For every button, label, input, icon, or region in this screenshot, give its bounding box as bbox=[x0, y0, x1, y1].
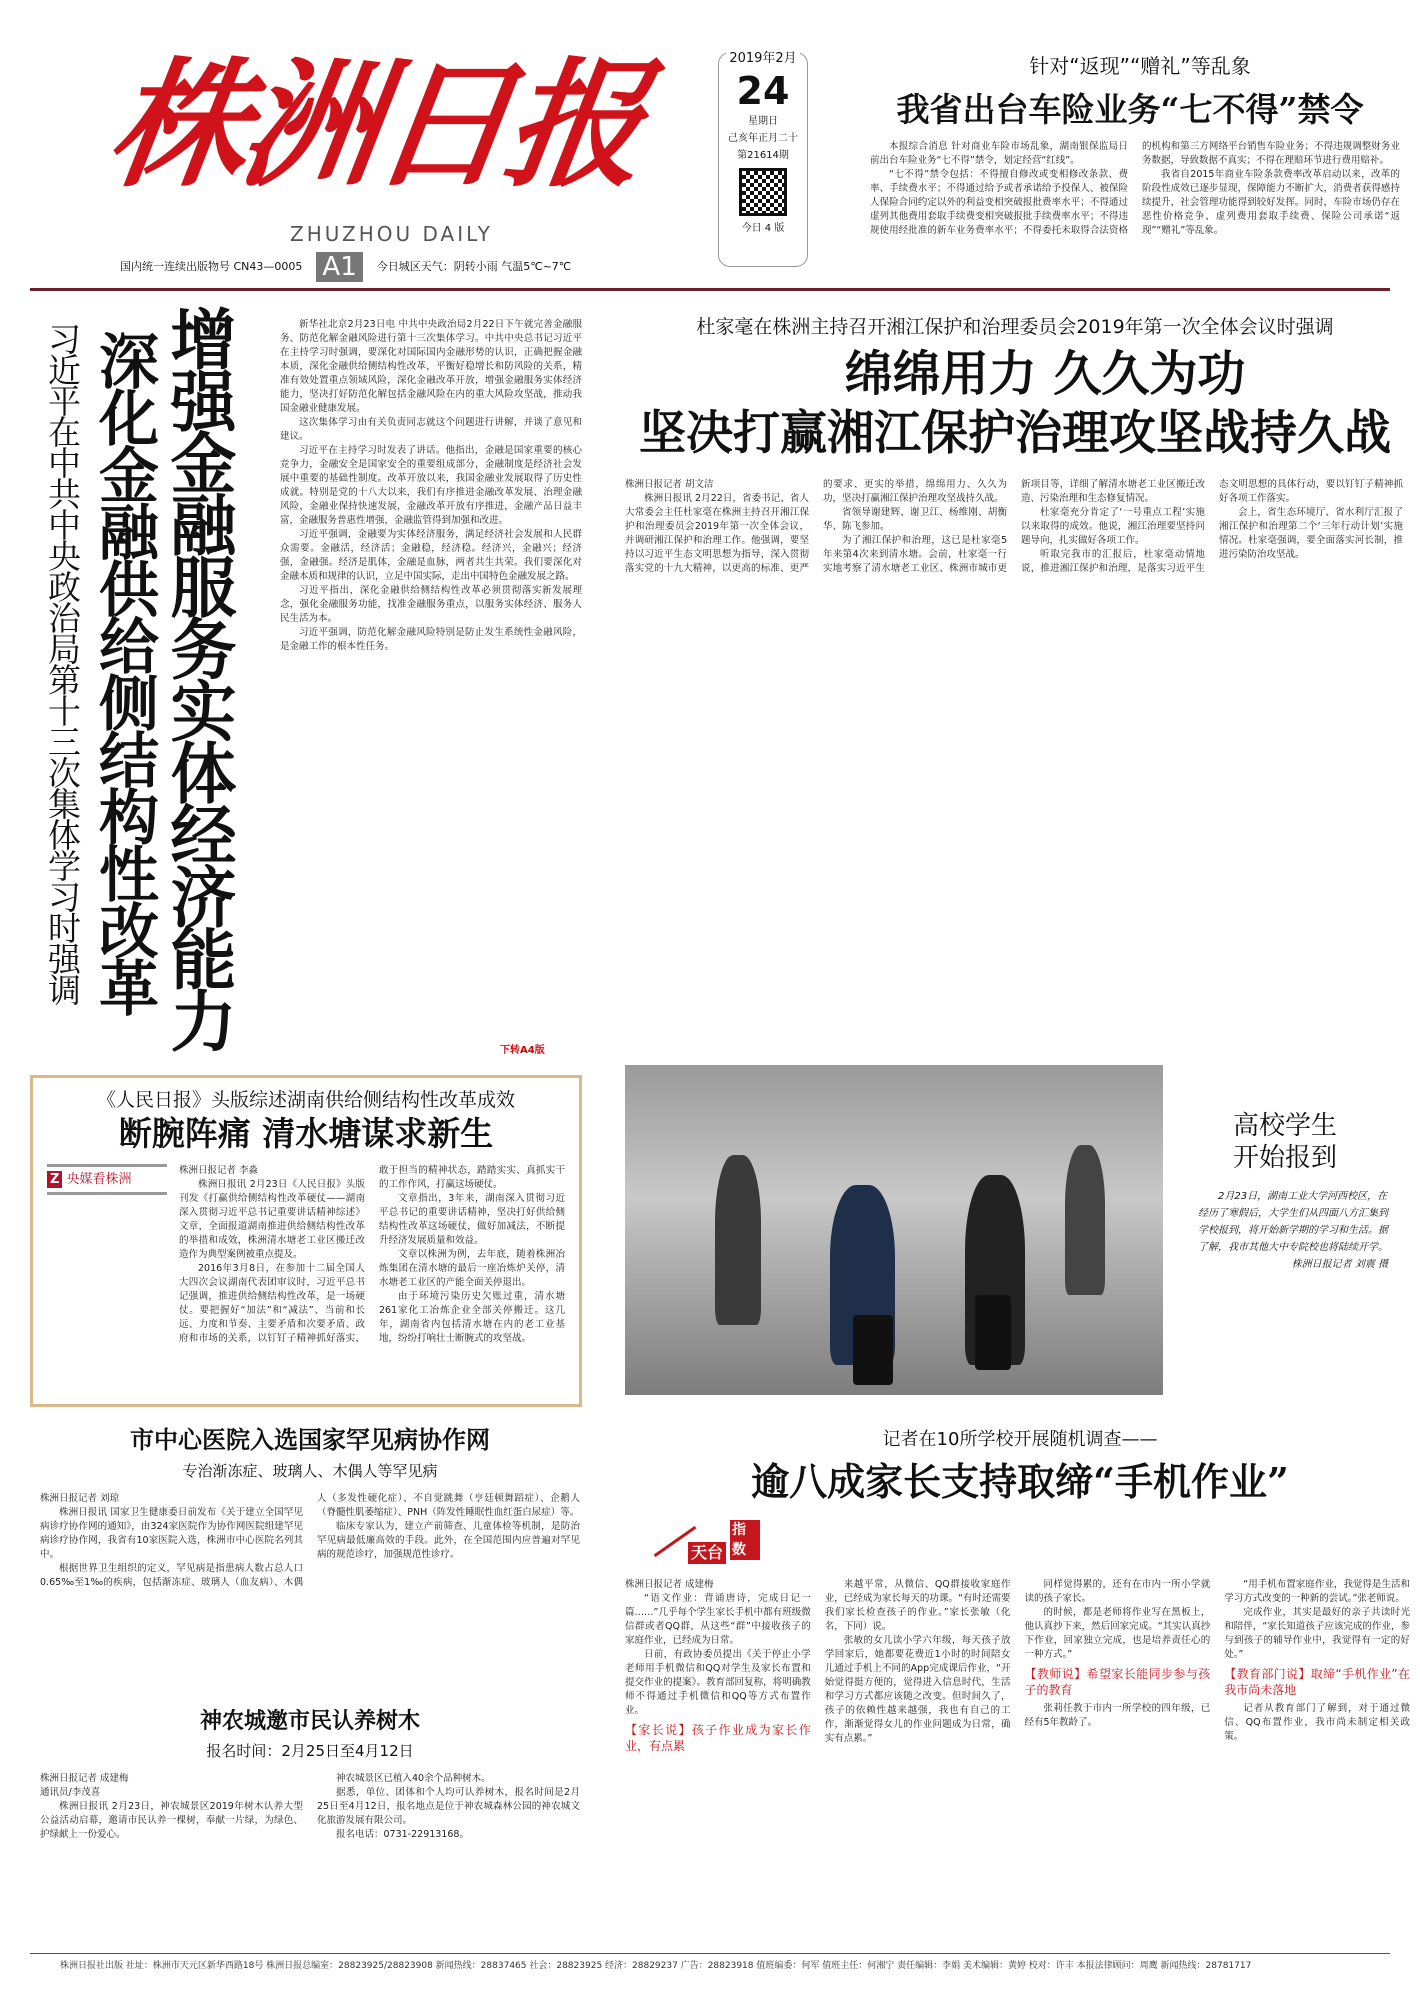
paragraph: 习近平强调，防范化解金融风险特别是防止发生系统性金融风险，是金融工作的根本性任务。 bbox=[280, 627, 582, 652]
z-logo-icon: Z bbox=[47, 1171, 62, 1188]
paragraph: 本报综合消息 针对商业车险市场乱象，湖南银保监局日前出台车险业务“七不得”禁令，划定经营“红线”。 bbox=[870, 141, 1128, 166]
survey-body bbox=[625, 1578, 1410, 1943]
paragraph: 这次集体学习由有关负责同志就这个问题进行讲解，并谈了意见和建议。 bbox=[280, 417, 582, 442]
caption-text: 2月23日，湖南工业大学河西校区，在经历了寒假后，大学生们从四面八方汇集到学校报到，将开始新学期的学习和生活。据了解，我市其他大中专院校也将陆续开学。 bbox=[1198, 1191, 1388, 1253]
lead-headline-2[interactable]: 深化金融供给侧结构性改革 bbox=[89, 330, 159, 1014]
paragraph: “用手机布置家庭作业，我觉得是生活和学习方式改变的一种新的尝试。”张老师说。 bbox=[1224, 1579, 1410, 1604]
date-box bbox=[718, 52, 808, 267]
paragraph: 杜家毫充分肯定了‘一号重点工程’实施以来取得的成效。他说，湘江治理要坚持问题导向，扎实做好各项工作。 bbox=[1021, 507, 1205, 546]
paragraph: 省领导谢建辉、谢卫江、杨维刚、胡衡华、陈飞参加。 bbox=[823, 507, 1007, 532]
byline: 株洲日报记者 胡文洁 bbox=[625, 479, 714, 490]
paragraph: 为了湘江保护和治理，这已是杜家毫5年来第4次来到清水塘。会前，杜家毫一行实地考察了清水塘老工业区、株洲市城市更新项目等，详细了解清水塘老工业区搬迁改造、污染治理和生态修复情况。 bbox=[823, 479, 1205, 574]
top-story-headline-2[interactable]: 坚决打赢湘江保护治理攻坚战持久战 bbox=[639, 406, 1391, 461]
photo-title bbox=[1195, 1110, 1375, 1174]
year-month: 2019年2月 bbox=[726, 51, 799, 67]
photo-caption bbox=[1198, 1188, 1388, 1273]
paragraph: 新华社北京2月23日电 中共中央政治局2月22日下午就完善金融服务、防范化解金融风险进行第十三次集体学习。中共中央总书记习近平在主持学习时强调，要深化对国际国内金融形势的认识，正确把握金融本质，深化金融供给侧结构性改革，平衡好稳增长和防风险的关系，精准有效处置重点领域风险，深化金融改革开放，增强金融服务实体经济能力，坚决打好防范化解包括金融风险在内的重大风险攻坚战，推动我国金融业健康发展。 bbox=[280, 319, 582, 414]
paragraph: 报名电话：0731-22913168。 bbox=[336, 1829, 469, 1840]
box-story bbox=[30, 1075, 582, 1407]
weekday: 星期日 bbox=[748, 116, 778, 127]
top-story-headline-1[interactable]: 绵绵用力 久久为功 bbox=[844, 346, 1246, 402]
paragraph: 完成作业，其实是最好的亲子共读时光和陪伴，“家长知道孩子应该完成的作业，参与到孩子的辅导作业中，我觉得有一定的好处。” bbox=[1224, 1607, 1410, 1660]
paragraph: 株洲日报讯 2月23日，神农城景区2019年树木认养大型公益活动启幕，邀请市民认养一棵树，奉献一片绿，为绿色、护绿献上一份爱心。 bbox=[40, 1801, 303, 1840]
hospital-subheadline: 专治渐冻症、玻璃人、木偶人等罕见病 bbox=[182, 1462, 438, 1480]
photo-title-line-1: 高校学生 bbox=[1232, 1111, 1337, 1141]
byline: 株洲日报记者 李淼 bbox=[179, 1165, 259, 1176]
paragraph: 临床专家认为，建立产前筛查、儿童体检等机制，是防治罕见病最低廉高效的手段。此外，在全国范围内应普遍对罕见病的规范诊疗，加强规范性诊疗。 bbox=[317, 1521, 580, 1560]
paragraph: 听取完我市的汇报后，杜家毫动情地说，推进湘江保护和治理，是落实习近平生态文明思想的具体行动，要以钉钉子精神抓好各项工作落实。 bbox=[1021, 479, 1403, 574]
box-kicker: 《人民日报》头版综述湖南供给侧结构性改革成效 bbox=[96, 1089, 515, 1111]
paragraph: “七不得”禁令包括：不得擅自修改或变相修改条款、费率、手续费水平；不得通过给予或者承诺给予投保人、被保险人保险合同约定以外的利益变相突破报批费率水平；不得通过虚列其他费用套取手续费变相突破报批手续费率水平；不得违规使用经批准的新车业务费率水平；不得委托未取得合法资格的机构和第三方网络平台销售车险业务；不得违规调整财务业务数据，导致数据不真实；不得在理赔环节进行费用赔补。 bbox=[870, 141, 1400, 236]
logo-text-tiantai: 天台 bbox=[688, 1542, 726, 1564]
jump-link[interactable]: 下转A4版 bbox=[500, 1045, 545, 1056]
masthead-divider bbox=[30, 288, 1390, 291]
day-number: 24 bbox=[736, 69, 790, 113]
byline: 株洲日报记者 刘琼 bbox=[40, 1493, 120, 1504]
paragraph: 会上，省生态环境厅、省水利厅汇报了湘江保护和治理第二个‘三年行动计划’实施情况。杜家毫强调，要全面落实河长制，推进污染防治攻坚战。 bbox=[1219, 507, 1403, 560]
paragraph: 2016年3月8日，在参加十二届全国人大四次会议湖南代表团审议时，习近平总书记强调，推进供给侧结构性改革，是一场硬仗。要把握好“加法”和“减法”、当前和长远、力度和节奏、主要矛盾和次要矛盾、政府和市场的关系，以钉钉子精神抓好落实，敢于担当的精神状态，踏踏实实、真抓实干的工作作风，打赢这场硬仗。 bbox=[179, 1165, 565, 1344]
survey-kicker: 记者在10所学校开展随机调查—— bbox=[882, 1429, 1158, 1450]
section-heading: 【教师说】希望家长能同步参与孩子的教育 bbox=[1024, 1667, 1211, 1697]
issue-number: 第21614期 bbox=[737, 150, 789, 161]
top-story-body bbox=[625, 478, 1403, 1056]
footer-divider bbox=[30, 1953, 1390, 1954]
box-body bbox=[179, 1164, 565, 1374]
paragraph: 习近平强调，金融要为实体经济服务，满足经济社会发展和人民群众需要。金融活，经济活；金融稳，经济稳。经济兴，金融兴；经济强，金融强。经济是肌体，金融是血脉，两者共生共荣。我们要深化对金融本质和规律的认识，立足中国实际，走出中国特色金融发展之路。 bbox=[280, 529, 582, 582]
footer-imprint: 株洲日报社出版 社址：株洲市天元区新华西路18号 株洲日报总编室：28823925/28823908 新闻热线：28837465 社会：28823925 经济：28829237 广告：28823918 值班编委：何军 值班主任：何湘宁 责任编辑：李娟 美术编辑：黄婷 校对：许丰 本报法律顾问：周鹰 新闻热线：28781717 bbox=[60, 1961, 1252, 1971]
insurance-headline[interactable]: 我省出台车险业务“七不得”禁令 bbox=[896, 90, 1364, 129]
paragraph: 据悉，单位、团体和个人均可认养树木，报名时间是2月25日至4月12日，报名地点是位于神农城森林公园的神农城文化旅游发展有限公司。 bbox=[317, 1787, 580, 1826]
paragraph: 同样觉得累的，还有在市内一所小学就读的孩子家长。 bbox=[1024, 1579, 1211, 1604]
paragraph: 我省自2015年商业车险条款费率改革启动以来，改革的阶段性成效已逐步显现，保障能力不断扩大，消费者获得感持续提升，社会管理功能得到较好发挥。同时，车险市场仍存在恶性价格竞争、虚列费用套取手续费、保险公司承诺“返现”“赠礼”等乱象。 bbox=[1142, 169, 1400, 236]
edition-badge: A1 bbox=[316, 252, 362, 282]
paragraph: 张莉任教于市内一所学校的四年级，已经有5年教龄了。 bbox=[1024, 1703, 1211, 1728]
paragraph: 株洲日报讯 国家卫生健康委日前发布《关于建立全国罕见病诊疗协作网的通知》，由324家医院作为协作网医院组建罕见病诊疗协作网，我省有10家医院入选，株洲市中心医院名列其中。 bbox=[40, 1507, 303, 1560]
lunar-date: 己亥年正月二十 bbox=[728, 133, 798, 144]
column-tag bbox=[47, 1164, 167, 1195]
byline-correspondent: 通讯员/李茂喜 bbox=[40, 1787, 101, 1798]
page-count: 今日 4 版 bbox=[741, 223, 785, 234]
paragraph: 根据世界卫生组织的定义，罕见病是指患病人数占总人口0.65‰至1‰的疾病，包括渐冻症、玻璃人（血友病）、木偶人（多发性硬化症）、不自觉跳舞（亨廷顿舞蹈症）、企鹅人（脊髓性肌萎缩症）、PNH（阵发性睡眠性血红蛋白尿症）等。 bbox=[40, 1493, 580, 1588]
paragraph: 习近平指出，深化金融供给侧结构性改革必须贯彻落实新发展理念，强化金融服务功能，找准金融服务重点，以服务实体经济、服务人民生活为本。 bbox=[280, 585, 582, 624]
paragraph: 文章指出，3年来，湖南深入贯彻习近平总书记的重要讲话精神，坚决打好供给侧结构性改革这场硬仗，做好加减法，不断提升经济发展质量和效益。 bbox=[379, 1193, 565, 1246]
photo-credit: 株洲日报记者 刘震 摄 bbox=[1291, 1259, 1388, 1270]
newspaper-logo: 株洲日报 bbox=[99, 43, 651, 206]
paragraph: 文章以株洲为例，去年底，随着株洲冶炼集团在清水塘的最后一座冶炼炉关停，清水塘老工业区的产能全面关停退出。 bbox=[379, 1249, 565, 1288]
weather: 今日城区天气：阴转小雨 气温5℃~7℃ bbox=[376, 260, 572, 273]
photo-title-line-2: 开始报到 bbox=[1232, 1143, 1337, 1173]
survey-headline[interactable]: 逾八成家长支持取缔“手机作业” bbox=[751, 1459, 1289, 1504]
section-heading: 【教育部门说】取缔“手机作业”在我市尚未落地 bbox=[1224, 1667, 1410, 1697]
qr-code-icon[interactable] bbox=[739, 168, 787, 216]
paragraph: 株洲日报讯 2月22日，省委书记、省人大常委会主任杜家毫在株洲主持召开湘江保护和治理委员会2019年第一次全体会议，并调研湘江保护和治理工作。他强调，要坚持以习近平生态文明思想为指导，深入贯彻落实党的十九大精神，以更高的标准、更严的要求、更实的举措，绵绵用力、久久为功，坚决打赢湘江保护治理攻坚战持久战。 bbox=[625, 479, 1007, 574]
paragraph: 日前，有政协委员提出《关于停止小学老师用手机微信和QQ对学生及家长布置和提交作业的提案》。教育部回复称，将明确教师不得通过手机微信和QQ等方式布置作业。 bbox=[625, 1649, 811, 1716]
paragraph: 记者从教育部门了解到，对于通过微信、QQ布置作业，我市尚未制定相关政策。 bbox=[1224, 1703, 1410, 1742]
cn-number: 国内统一连续出版物号 CN43—0005 bbox=[120, 260, 303, 273]
tiantai-index-logo bbox=[650, 1520, 760, 1570]
logo-text-index: 指数 bbox=[730, 1520, 760, 1560]
newspaper-logo-english: ZHUZHOU DAILY bbox=[290, 222, 493, 246]
news-photo-students[interactable] bbox=[625, 1065, 1163, 1395]
paragraph: 由于环境污染历史欠账过重，清水塘261家化工冶炼企业全部关停搬迁。这几年，湖南省内包括清水塘在内的老工业基地，纷纷打响壮士断腕式的攻坚战。 bbox=[379, 1291, 565, 1344]
paragraph: 株洲日报讯 2月23日《人民日报》头版刊发《打赢供给侧结构性改革硬仗——湖南深入贯彻习近平总书记重要讲话精神综述》文章，全面报道湖南推进供给侧结构性改革的举措和成效，株洲清水塘老工业区搬迁改造作为典型案例被重点提及。 bbox=[179, 1179, 365, 1260]
lead-body bbox=[280, 318, 582, 1032]
insurance-body bbox=[870, 140, 1400, 268]
trees-body bbox=[40, 1772, 580, 1940]
column-tag-label: 央媒看株洲 bbox=[66, 1172, 132, 1187]
lead-kicker: 习近平在中共中央政治局第十三次集体学习时强调 bbox=[43, 322, 82, 1004]
paragraph: 习近平在主持学习时发表了讲话。他指出，金融是国家重要的核心竞争力，金融安全是国家安全的重要组成部分，金融制度是经济社会发展中重要的基础性制度。改革开放以来，我国金融业发展取得了历史性成就。特别是党的十八大以来，我们有序推进金融改革发展、治理金融风险，金融业保持快速发展，金融改革开放有序推进，金融产品日益丰富，金融服务普惠性增强，金融监管得到加强和改进。 bbox=[280, 445, 582, 526]
top-story-kicker: 杜家毫在株洲主持召开湘江保护和治理委员会2019年第一次全体会议时强调 bbox=[696, 316, 1334, 338]
paragraph: 张敏的女儿读小学六年级，每天孩子放学回家后，她都要花费近1小时的时间陪女儿通过手机上不同的App完成课后作业，“开始觉得挺方便的，觉得进入信息时代，生活和学习方式都应该随之改变。但时间久了，孩子的依赖性越来越强，我也有自己的工作，渐渐觉得女儿的作业问题成为日常，确实有点累。” bbox=[824, 1635, 1011, 1744]
insurance-kicker: 针对“返现”“赠礼”等乱象 bbox=[1029, 54, 1251, 78]
paragraph: 来越平常，从微信、QQ群接收家庭作业，已经成为家长每天的功课。“有时还需要我们家长检查孩子的作业。”家长张敏（化名，下同）说。 bbox=[824, 1579, 1011, 1632]
byline: 株洲日报记者 成建梅 bbox=[625, 1579, 714, 1590]
hospital-headline[interactable]: 市中心医院入选国家罕见病协作网 bbox=[130, 1425, 490, 1454]
section-heading: 【家长说】孩子作业成为家长作业，有点累 bbox=[625, 1723, 811, 1753]
paragraph: 的时候，都是老师将作业写在黑板上，他认真抄下来，然后回家完成。“其实认真抄下作业，回家独立完成，也是培养责任心的一种方式。” bbox=[1024, 1607, 1211, 1660]
lead-headline-1[interactable]: 增强金融服务实体经济能力 bbox=[159, 305, 237, 1049]
trees-headline[interactable]: 神农城邀市民认养树木 bbox=[199, 1708, 420, 1734]
paragraph: “语文作业：背诵唐诗，完成日记一篇……”几乎每个学生家长手机中都有班级微信群或者QQ群，从这些“群”中接收孩子的家庭作业，已经成为日常。 bbox=[625, 1593, 811, 1646]
box-headline[interactable]: 断腕阵痛 清水塘谋求新生 bbox=[118, 1114, 494, 1153]
masthead-info-line bbox=[120, 252, 571, 282]
byline: 株洲日报记者 成建梅 bbox=[40, 1773, 129, 1784]
paragraph: 神农城景区已植入40余个品种树木。 bbox=[336, 1773, 491, 1784]
trees-subheadline: 报名时间：2月25日至4月12日 bbox=[206, 1742, 414, 1760]
hospital-body bbox=[40, 1492, 580, 1687]
